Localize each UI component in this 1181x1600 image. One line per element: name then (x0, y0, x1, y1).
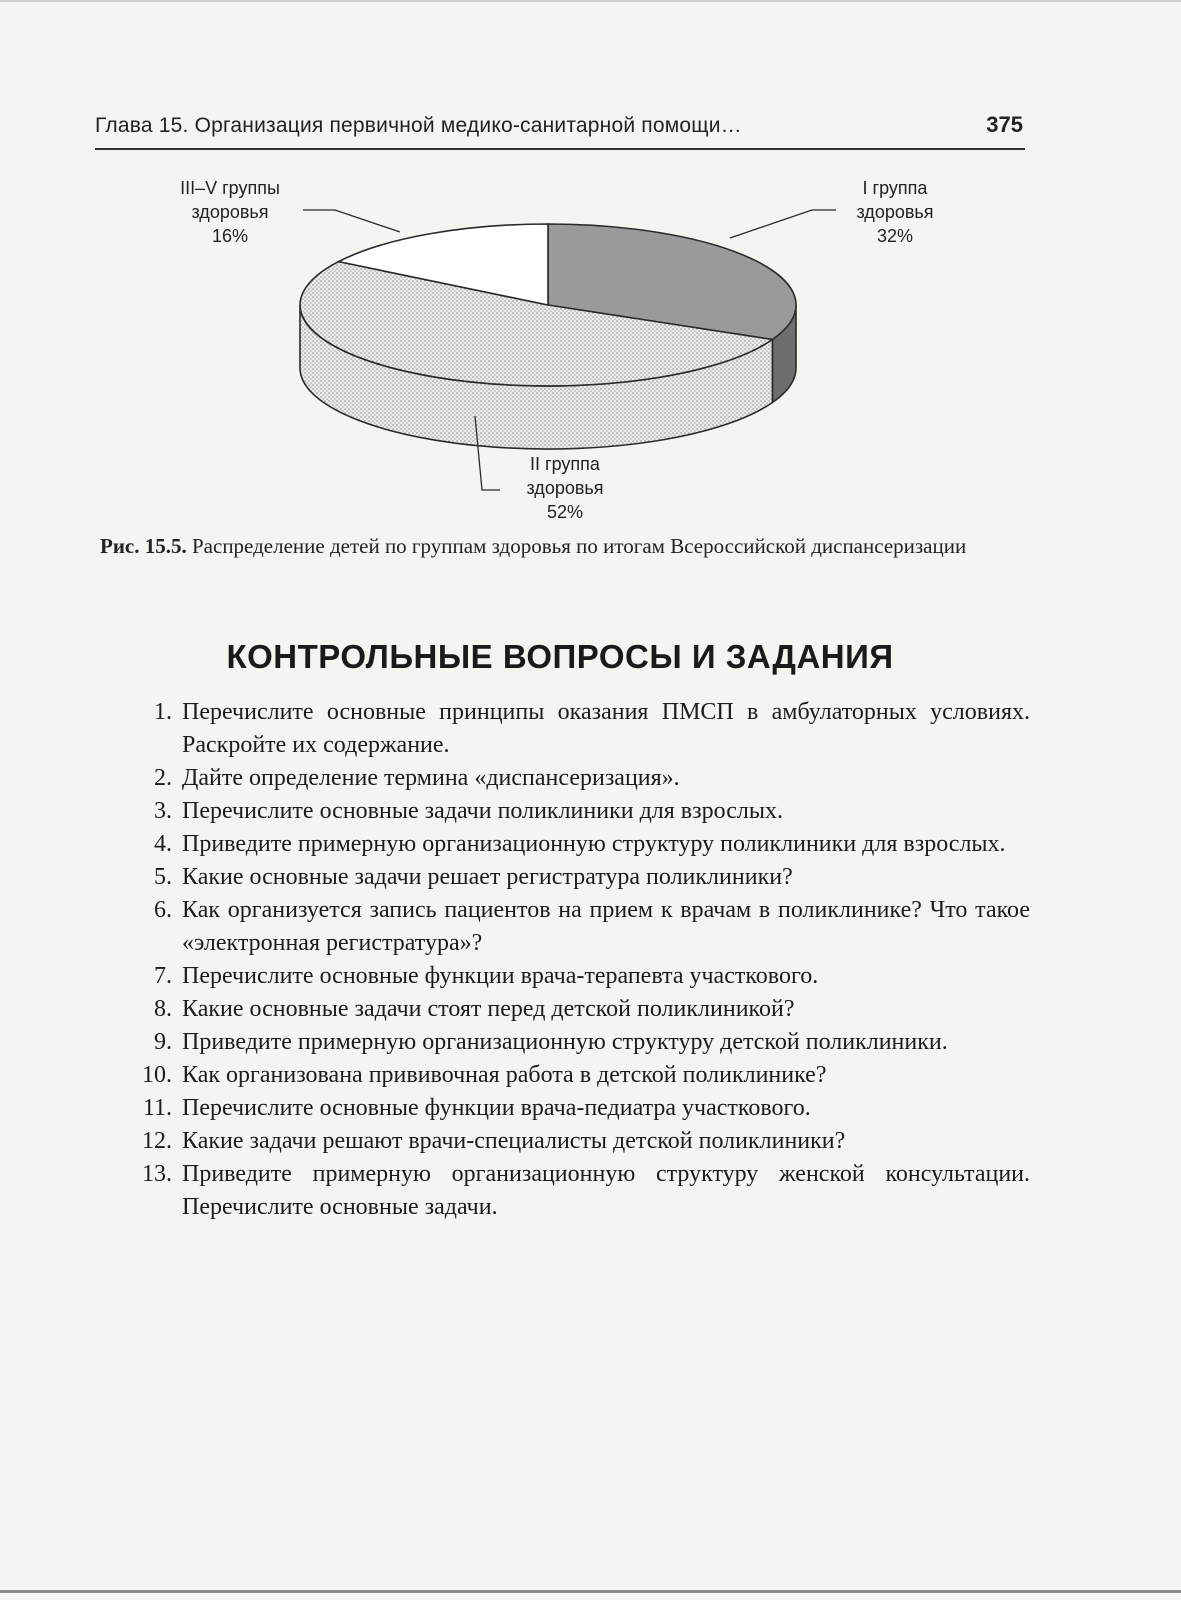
question-number: 4. (154, 831, 172, 857)
question-number: 8. (154, 996, 172, 1022)
question-number: 1. (154, 699, 172, 725)
question-item (130, 993, 1030, 1026)
question-number: 7. (154, 963, 172, 989)
question-number: 2. (154, 765, 172, 791)
question-item (130, 960, 1030, 993)
question-text: Перечислите основные принципы оказания ПМСП в амбулаторных условиях. Раскройте их содержание. (182, 699, 1030, 758)
question-number: 13. (142, 1161, 172, 1187)
question-text: Какие основные задачи решает регистратура поликлиники? (182, 864, 793, 890)
questions-list (130, 696, 1030, 1224)
question-number: 11. (142, 1095, 172, 1121)
section-title: КОНТРОЛЬНЫЕ ВОПРОСЫ И ЗАДАНИЯ (226, 638, 894, 675)
question-item (130, 1125, 1030, 1158)
pie-label-value: 52% (546, 502, 584, 522)
question-number: 10. (142, 1062, 172, 1088)
question-number: 12. (142, 1128, 172, 1154)
question-text: Приведите примерную организационную структуру поликлиники для взрослых. (182, 831, 1006, 857)
pie-label-line: здоровья (191, 202, 269, 222)
question-item (130, 828, 1030, 861)
question-number: 9. (154, 1029, 172, 1055)
question-item (130, 795, 1030, 828)
question-text: Приведите примерную организационную структуру женской консультации. Перечислите основные задачи. (182, 1161, 1030, 1220)
pie-label-line: III–V группы (180, 178, 280, 198)
pie-label-line: I группа (862, 178, 928, 198)
pie-label-line: здоровья (526, 478, 604, 498)
question-item (130, 861, 1030, 894)
pie-top-faces (300, 224, 796, 386)
pie-label-group-1 (820, 176, 970, 248)
figure-caption-text: Распределение детей по группам здоровья по итогам Всероссийской диспансеризации (192, 534, 967, 558)
question-item (130, 762, 1030, 795)
question-item (130, 1158, 1030, 1224)
question-text: Перечислите основные задачи поликлиники для взрослых. (182, 798, 783, 824)
question-number: 6. (154, 897, 172, 923)
question-text: Перечислите основные функции врача-терапевта участкового. (182, 963, 819, 989)
pie-label-value: 32% (876, 226, 914, 246)
bottom-edge (0, 1590, 1181, 1593)
question-text: Дайте определение термина «диспансеризация». (182, 765, 680, 791)
question-item (130, 894, 1030, 960)
figure-caption (100, 533, 1035, 560)
question-item (130, 1026, 1030, 1059)
question-text: Какие задачи решают врачи-специалисты детской поликлиники? (182, 1128, 846, 1154)
question-item (130, 1092, 1030, 1125)
pie-label-line: здоровья (856, 202, 934, 222)
question-item (130, 696, 1030, 762)
question-text: Перечислите основные функции врача-педиатра участкового. (182, 1095, 811, 1121)
question-text: Приведите примерную организационную структуру детской поликлиники. (182, 1029, 948, 1055)
pie-label-group-3-5 (150, 176, 310, 248)
question-text: Как организована прививочная работа в детской поликлинике? (182, 1062, 827, 1088)
chapter-title: Глава 15. Организация первичной медико-санитарной помощи… (95, 114, 742, 137)
question-text: Как организуется запись пациентов на прием к врачам в поликлинике? Что такое «электронная регистратура»? (182, 897, 1030, 956)
question-item (130, 1059, 1030, 1092)
question-text: Какие основные задачи стоят перед детской поликлиникой? (182, 996, 795, 1022)
pie-label-value: 16% (211, 226, 249, 246)
page-number: 375 (986, 112, 1023, 137)
top-edge (0, 0, 1181, 2)
pie-label-group-2 (490, 452, 640, 524)
figure-label: Рис. 15.5. (100, 534, 187, 558)
question-number: 3. (154, 798, 172, 824)
pie-leader-3 (303, 210, 400, 232)
pie-label-line: II группа (530, 454, 600, 474)
question-number: 5. (154, 864, 172, 890)
running-header (95, 112, 1025, 150)
